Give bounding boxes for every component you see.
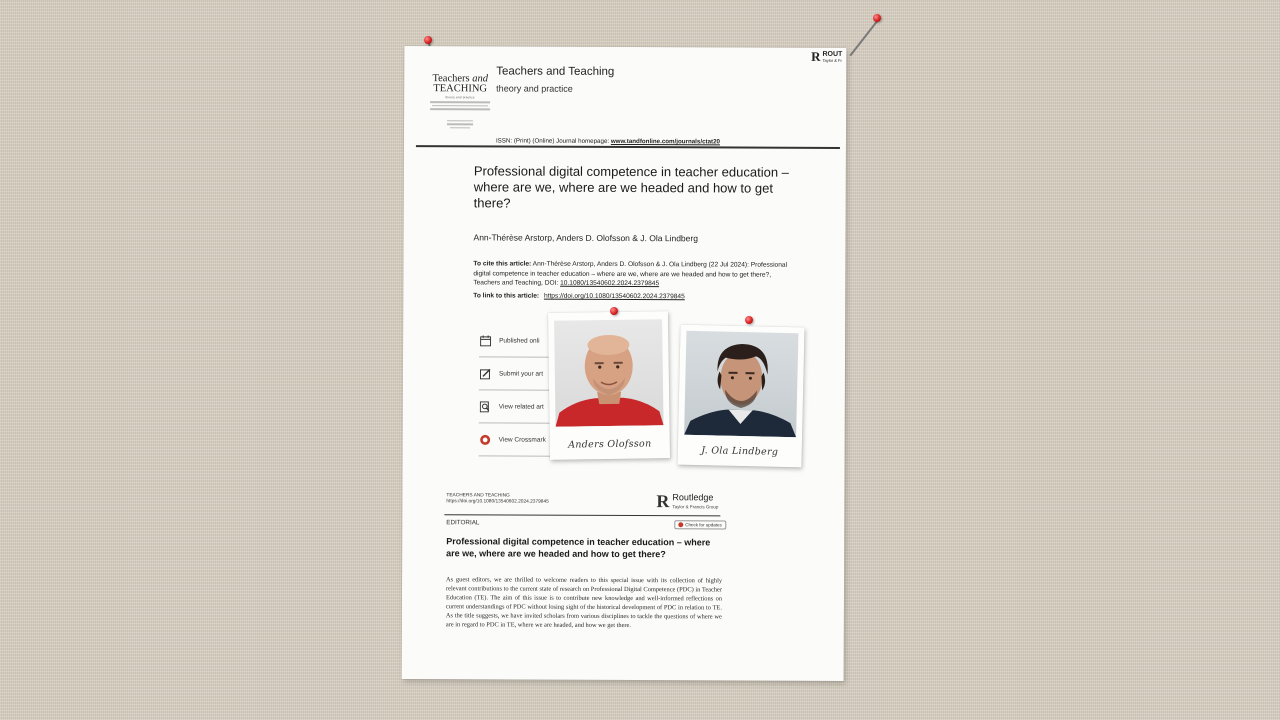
cover-title-line2: TEACHING [433, 83, 488, 95]
routledge-corner-logo [811, 49, 842, 65]
cite-doi-link[interactable]: 10.1080/13540602.2024.2379845 [560, 279, 660, 288]
page2-divider [444, 514, 720, 516]
cover-text-line [430, 108, 490, 110]
cover-title [420, 74, 500, 94]
publisher-sub: Taylor & Francis Group [672, 503, 719, 509]
cite-label: To cite this article: [473, 260, 532, 268]
menu-item-label: Published onli [499, 336, 540, 345]
pin-needle-right [849, 20, 878, 56]
menu-item-label: View Crossmark [498, 435, 546, 444]
routledge-r-icon: R [811, 48, 821, 64]
menu-item-published[interactable] [479, 324, 559, 357]
pushpin-top-right [873, 14, 881, 22]
article-link-line [473, 292, 684, 300]
article-doi-link[interactable]: https://doi.org/10.1080/13540602.2024.2379845 [543, 292, 685, 301]
menu-item-label: View related art [498, 402, 544, 411]
cover-text-line [450, 127, 470, 129]
search-doc-icon [479, 400, 491, 412]
portrait-photo [554, 319, 663, 426]
portrait-photo [684, 331, 798, 438]
cover-text-line [447, 120, 473, 122]
calendar-icon [479, 334, 491, 346]
editorial-body: As guest editors, we are thrilled to welcome readers to this special issue with its collection of highly relevant contributions to the current state of research on Professional Digital Competence (PDC) in Teacher Education (TE). The aim of this issue is to contribute new knowledge and well-informed reflections on current understandings of PDC without losing sight of the historical development of PDC in relation to TE. As the title suggests, we have invited scholars from various disciplines to tackle the questions of where we are in regard to PDC in TE, where we are headed, and how we get there. [445, 576, 723, 629]
edit-icon [479, 367, 491, 379]
corner-logo-sub: Taylor & Fr [822, 57, 842, 63]
section-label: EDITORIAL [446, 519, 480, 527]
photo-caption: Anders Olofsson [568, 438, 652, 451]
menu-item-crossmark[interactable] [479, 423, 559, 456]
page2-journal-abbrev: TEACHERS AND TEACHING [446, 493, 510, 499]
portrait-illustration [684, 331, 798, 438]
article-authors: Ann-Thérèse Arstorp, Anders D. Olofsson & J. Ola Lindberg [473, 232, 698, 244]
journal-cover-thumbnail [420, 74, 500, 156]
menu-item-submit[interactable] [479, 357, 559, 390]
cover-title-line1: Teachers [432, 73, 470, 85]
cover-text-line [447, 123, 473, 125]
issn-text: ISSN: (Print) (Online) Journal homepage: [495, 137, 610, 145]
polaroid-photo-olofsson [548, 311, 670, 460]
journal-title: Teachers and Teaching [496, 65, 615, 78]
editorial-title: Professional digital competence in teacher education – where are we, where are we headed and how to get there? [446, 536, 711, 560]
publisher-name: Routledge [672, 491, 714, 502]
cite-text: Ann-Thérèse Arstorp, Anders D. Olofsson & J. Ola Lindberg (22 Jul 2024): Professional digital competence in teacher education – where are we, where are we headed and how to get there?, Teachers and Teaching, DOI: [473, 260, 788, 287]
corner-logo-text: ROUT [822, 50, 843, 58]
portrait-illustration [554, 319, 663, 426]
routledge-logo [656, 491, 718, 512]
routledge-r-icon: R [656, 491, 670, 512]
journal-subtitle: theory and practice [496, 83, 573, 94]
cover-title-and: and [472, 73, 489, 85]
photo-caption: J. Ola Lindberg [701, 445, 779, 458]
cover-text-line [430, 101, 490, 103]
polaroid-photo-lindberg [677, 325, 804, 468]
menu-item-label: Submit your art [498, 369, 544, 378]
citation-block [473, 259, 798, 289]
article-actions-menu [479, 324, 560, 456]
cover-subtitle: theory and practice [445, 95, 475, 100]
pushpin-photo-2 [745, 316, 753, 324]
check-for-updates-badge[interactable] [674, 520, 726, 529]
crossmark-icon [678, 522, 683, 527]
article-title: Professional digital competence in teacher education – where are we, where are we headed and how to get there? [473, 163, 789, 211]
updates-label: Check for updates [685, 522, 722, 528]
link-label: To link to this article: [473, 292, 540, 300]
cover-text-line [432, 105, 488, 107]
page2-header [446, 493, 548, 505]
crossmark-icon [479, 433, 491, 445]
issn-line [496, 137, 720, 145]
pushpin-top-left [424, 36, 432, 44]
pushpin-photo-1 [610, 307, 618, 315]
menu-item-related[interactable] [479, 390, 559, 423]
journal-homepage-link[interactable]: www.tandfonline.com/journals/ctat20 [610, 137, 720, 146]
page2-doi[interactable]: https://doi.org/10.1080/13540602.2024.2379845 [446, 499, 549, 505]
